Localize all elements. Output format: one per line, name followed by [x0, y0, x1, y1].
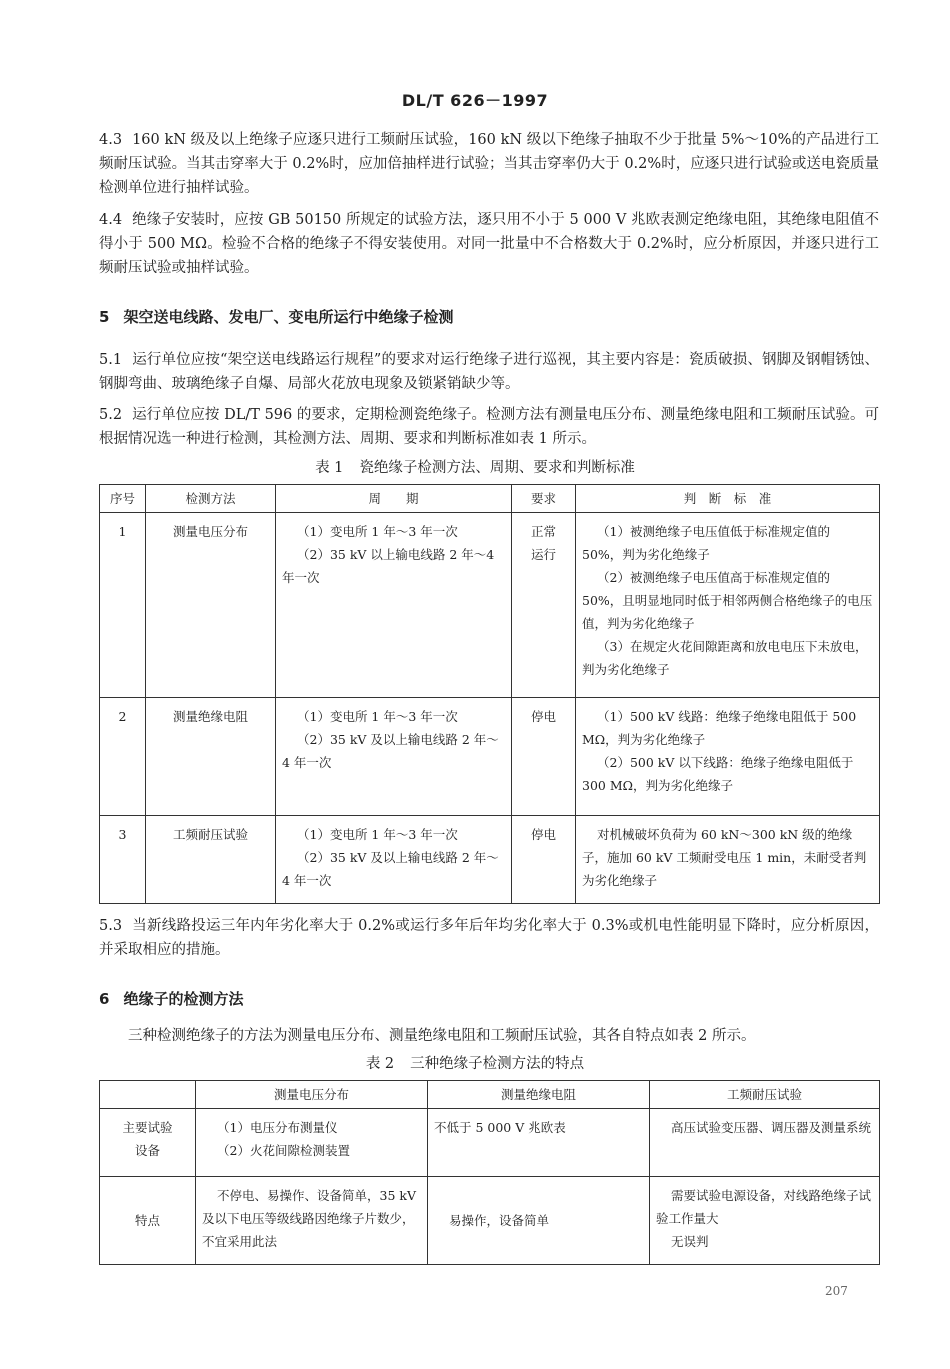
section-number: 6 — [99, 990, 110, 1008]
cell-line: （2）火花间隙检测装置 — [217, 1143, 350, 1158]
clause-number: 4.4 — [99, 212, 123, 228]
requirement-cell — [512, 698, 576, 816]
clause-text: 运行单位应按 DL/T 596 的要求，定期检测瓷绝缘子。检测方法有测量电压分布、测量绝缘电阻和工频耐压试验。可根据情况选一种进行检测，其检测方法、周期、要求和判断标准如表 1 所示。 — [99, 407, 879, 447]
period-line: （1）变电所 1 年～3 年一次 — [297, 827, 458, 842]
voltage-distribution-cell — [196, 1109, 428, 1177]
criteria-cell — [576, 816, 880, 904]
column-header: 要求 — [512, 485, 576, 513]
row-number: 1 — [100, 513, 146, 698]
criteria-cell — [576, 698, 880, 816]
requirement-cell — [512, 513, 576, 698]
clause-5-3 — [99, 914, 879, 962]
method-cell: 工频耐压试验 — [146, 816, 276, 904]
section-number: 5 — [99, 308, 110, 326]
column-header: 测量绝缘电阻 — [428, 1081, 650, 1109]
period-line: （1）变电所 1 年～3 年一次 — [297, 524, 458, 539]
requirement-cell — [512, 816, 576, 904]
column-header: 判 断 标 准 — [576, 485, 880, 513]
withstand-test-cell — [650, 1177, 880, 1265]
column-header: 检测方法 — [146, 485, 276, 513]
page-header: DL/T 626－1997 — [401, 91, 549, 110]
column-header: 序号 — [100, 485, 146, 513]
table-header-row — [100, 485, 880, 513]
section-title: 绝缘子的检测方法 — [123, 990, 244, 1008]
column-header: 周 期 — [276, 485, 512, 513]
table-row — [100, 1177, 880, 1265]
clause-5-2 — [99, 403, 879, 451]
requirement-line: 正常 — [530, 524, 556, 539]
clause-text: 160 kN 级及以上绝缘子应逐只进行工频耐压试验，160 kN 级以下绝缘子抽取不少于批量 5%～10%的产品进行工频耐压试验。当其击穿率大于 0.2%时，应加倍抽样进行试验；当其击穿率仍大于 0.2%时，应逐只进行试验或送电瓷质量检测单位进行抽样试验。 — [99, 132, 879, 196]
clause-number: 4.3 — [99, 132, 123, 148]
criteria-cell — [576, 513, 880, 698]
clause-text: 运行单位应按“架空送电线路运行规程”的要求对运行绝缘子进行巡视，其主要内容是：瓷质破损、钢脚及钢帽锈蚀、钢脚弯曲、玻璃绝缘子自爆、局部火花放电现象及锁紧销缺少等。 — [99, 352, 879, 392]
requirement-line: 运行 — [530, 547, 556, 562]
row-number: 2 — [100, 698, 146, 816]
table-caption-text: 瓷绝缘子检测方法、周期、要求和判断标准 — [359, 460, 635, 476]
table-row — [100, 513, 880, 698]
row-label — [100, 1109, 196, 1177]
period-line: （2）35 kV 及以上输电线路 2 年～4 年一次 — [282, 732, 499, 770]
page-number: 207 — [825, 1284, 848, 1298]
period-line: （1）变电所 1 年～3 年一次 — [297, 709, 458, 724]
criteria-line: （2）500 kV 以下线路：绝缘子绝缘电阻低于 300 MΩ，判为劣化绝缘子 — [582, 755, 854, 793]
requirement-line: 停电 — [530, 827, 556, 842]
criteria-line: （1）500 kV 线路：绝缘子绝缘电阻低于 500 MΩ，判为劣化绝缘子 — [582, 709, 857, 747]
column-header: 测量电压分布 — [196, 1081, 428, 1109]
withstand-test-cell — [650, 1109, 880, 1177]
period-cell — [276, 698, 512, 816]
method-cell: 测量电压分布 — [146, 513, 276, 698]
method-cell: 测量绝缘电阻 — [146, 698, 276, 816]
table-2-caption — [0, 1052, 950, 1073]
table-1-caption — [0, 456, 950, 477]
table-1 — [99, 484, 880, 904]
row-label-line: 特点 — [134, 1213, 160, 1228]
cell-line: 无误判 — [671, 1234, 709, 1249]
criteria-line: （2）被测绝缘子电压值高于标准规定值的 50%，且明显地同时低于相邻两侧合格绝缘子的电压值，判为劣化绝缘子 — [582, 570, 873, 631]
clause-text: 绝缘子安装时，应按 GB 50150 所规定的试验方法，逐只用不小于 5 000 V 兆欧表测定绝缘电阻，其绝缘电阻值不得小于 500 MΩ。检验不合格的绝缘子不得安装使用。对同一批量中不合格数大于 0.2%时，应分析原因，并逐只进行工频耐压试验或抽样试验。 — [99, 212, 879, 276]
row-label — [100, 1177, 196, 1265]
section-5-heading — [99, 306, 453, 327]
section-6-heading — [99, 988, 243, 1009]
table-row — [100, 816, 880, 904]
voltage-distribution-cell — [196, 1177, 428, 1265]
insulation-resistance-cell — [428, 1109, 650, 1177]
row-number: 3 — [100, 816, 146, 904]
table-header-row — [100, 1081, 880, 1109]
insulation-resistance-cell — [428, 1177, 650, 1265]
section-6-intro — [99, 1024, 879, 1048]
row-label-line: 设备 — [134, 1143, 160, 1158]
table-row — [100, 1109, 880, 1177]
table-2 — [99, 1080, 880, 1265]
period-line: （2）35 kV 及以上输电线路 2 年～4 年一次 — [282, 850, 499, 888]
cell-line: 不低于 5 000 V 兆欧表 — [434, 1120, 566, 1135]
cell-line: 易操作，设备简单 — [449, 1213, 550, 1228]
clause-number: 5.3 — [99, 918, 123, 934]
section-title: 架空送电线路、发电厂、变电所运行中绝缘子检测 — [123, 308, 454, 326]
clause-5-1 — [99, 348, 879, 396]
requirement-line: 停电 — [530, 709, 556, 724]
period-cell — [276, 513, 512, 698]
table-label: 表 2 — [365, 1056, 395, 1072]
cell-line: 不停电、易操作、设备简单，35 kV及以下电压等级线路因绝缘子片数少，不宜采用此法 — [202, 1188, 416, 1249]
table-row — [100, 698, 880, 816]
column-header: 工频耐压试验 — [650, 1081, 880, 1109]
cell-line: 需要试验电源设备，对线路绝缘子试验工作量大 — [656, 1188, 872, 1226]
criteria-line: 对机械破坏负荷为 60 kN～300 kN 级的绝缘子，施加 60 kV 工频耐受电压 1 min，未耐受者判为劣化绝缘子 — [582, 827, 867, 888]
table-caption-text: 三种绝缘子检测方法的特点 — [410, 1056, 585, 1072]
clause-number: 5.1 — [99, 352, 123, 368]
clause-number: 5.2 — [99, 407, 123, 423]
cell-line: （1）电压分布测量仪 — [217, 1120, 338, 1135]
column-header — [100, 1081, 196, 1109]
row-label-line: 主要试验 — [122, 1120, 173, 1135]
criteria-line: （1）被测绝缘子电压值低于标准规定值的 50%，判为劣化绝缘子 — [582, 524, 830, 562]
period-line: （2）35 kV 以上输电线路 2 年～4 年一次 — [282, 547, 495, 585]
intro-text: 三种检测绝缘子的方法为测量电压分布、测量绝缘电阻和工频耐压试验，其各自特点如表 2 所示。 — [128, 1028, 756, 1044]
table-label: 表 1 — [315, 460, 344, 476]
period-cell — [276, 816, 512, 904]
cell-line: 高压试验变压器、调压器及测量系统 — [671, 1120, 872, 1135]
clause-4-3 — [99, 128, 879, 200]
clause-text: 当新线路投运三年内年劣化率大于 0.2%或运行多年后年均劣化率大于 0.3%或机电性能明显下降时，应分析原因，并采取相应的措施。 — [99, 918, 879, 958]
clause-4-4 — [99, 208, 879, 280]
criteria-line: （3）在规定火花间隙距离和放电电压下未放电，判为劣化绝缘子 — [582, 639, 868, 677]
